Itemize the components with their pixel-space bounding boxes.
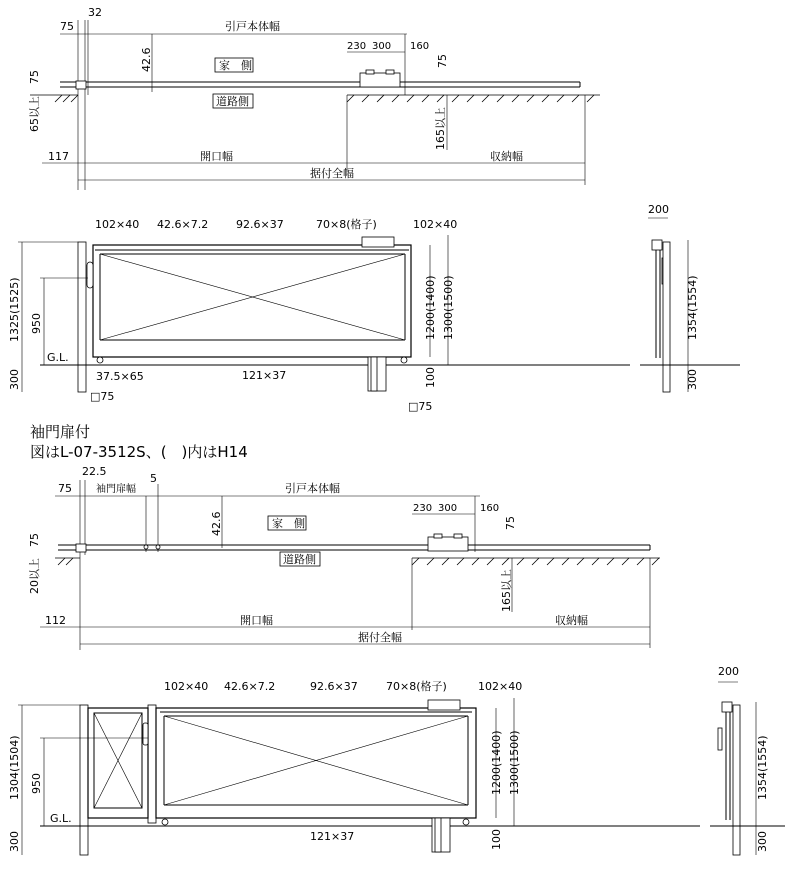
side-width-200: 200 <box>648 203 669 216</box>
post-square: □75 <box>90 390 115 403</box>
elevation-view-1 <box>8 203 740 413</box>
install-total-width-label-2: 据付全幅 <box>358 631 402 644</box>
rail-size-2: 42.6×7.2 <box>224 680 276 693</box>
house-side-label-2: 家 側 <box>272 517 305 530</box>
post-square-2: □75 <box>408 400 433 413</box>
rail-size: 42.6×7.2 <box>157 218 209 231</box>
side-depth-300-b: 300 <box>756 831 769 852</box>
dim-75-left: 75 <box>28 70 41 84</box>
height-1300-b: 1300(1500) <box>508 730 521 795</box>
depth-300: 300 <box>8 369 21 390</box>
dim-42-6-b: 42.6 <box>210 511 223 536</box>
height-100: 100 <box>424 367 437 388</box>
house-side-label: 家 側 <box>219 59 252 72</box>
dim-300: 300 <box>372 41 392 52</box>
dim-160-b: 160 <box>480 503 500 514</box>
dim-75-left-b: 75 <box>28 533 41 547</box>
storage-width-label: 収納幅 <box>490 150 523 163</box>
side-height-b: 1354(1554) <box>756 735 769 800</box>
dim-65-min: 65以上 <box>28 96 41 132</box>
gl-label: G.L. <box>47 351 69 364</box>
elevation-view-2 <box>8 665 785 855</box>
dim-22-5: 22.5 <box>82 465 107 478</box>
side-depth-300: 300 <box>686 369 699 390</box>
lattice-size: 70×8(格子) <box>316 218 377 231</box>
dim-230-b: 230 <box>413 503 433 514</box>
height-950-b: 950 <box>30 773 43 794</box>
road-side-label: 道路側 <box>216 95 249 108</box>
dim-117: 117 <box>48 150 69 163</box>
height-100-b: 100 <box>490 829 503 850</box>
dim-5: 5 <box>150 472 157 485</box>
plan-view-2 <box>27 465 660 650</box>
height-1325: 1325(1525) <box>8 277 21 342</box>
dim-165-min: 165以上 <box>434 107 447 150</box>
plan-view-1 <box>27 6 600 190</box>
height-950: 950 <box>30 313 43 334</box>
side-gate-width-label: 袖門扉幅 <box>96 484 136 495</box>
dim-75-right: 75 <box>436 54 449 68</box>
post-size-2: 102×40 <box>164 680 209 693</box>
height-1304: 1304(1504) <box>8 735 21 800</box>
dim-75: 75 <box>60 20 74 33</box>
wheel-size: 37.5×65 <box>96 370 144 383</box>
side-height: 1354(1554) <box>686 275 699 340</box>
dim-160: 160 <box>410 41 430 52</box>
side-width-200-b: 200 <box>718 665 739 678</box>
bottom-size: 121×37 <box>242 369 287 382</box>
install-total-width-label: 据付全幅 <box>310 167 354 180</box>
main-body-width-label: 引戸本体幅 <box>225 20 280 33</box>
road-side-label-2: 道路側 <box>283 553 316 566</box>
dim-42-6: 42.6 <box>140 47 153 72</box>
section-subtitle: 図はL-07-3512S、( )内はH14 <box>30 443 248 461</box>
storage-width-label-2: 収納幅 <box>555 614 588 627</box>
post2-size-2: 102×40 <box>478 680 523 693</box>
dim-112: 112 <box>45 614 66 627</box>
main-body-width-label-2: 引戸本体幅 <box>285 482 340 495</box>
gl-label-2: G.L. <box>50 812 72 825</box>
dim-75-right-b: 75 <box>504 516 517 530</box>
post2-size: 102×40 <box>413 218 458 231</box>
bottom-size-2: 121×37 <box>310 830 355 843</box>
dim-230: 230 <box>347 41 367 52</box>
dim-20-min: 20以上 <box>28 558 41 594</box>
dim-75: 75 <box>58 482 72 495</box>
section-title: 袖門扉付 <box>30 423 91 441</box>
dim-165-min-b: 165以上 <box>500 569 513 612</box>
height-1200-b: 1200(1400) <box>490 730 503 795</box>
opening-width-label: 開口幅 <box>200 150 233 163</box>
lattice-size-2: 70×8(格子) <box>386 680 447 693</box>
post-size: 102×40 <box>95 218 140 231</box>
frame-size: 92.6×37 <box>236 218 284 231</box>
dim-32: 32 <box>88 6 102 19</box>
height-1300: 1300(1500) <box>442 275 455 340</box>
frame-size-2: 92.6×37 <box>310 680 358 693</box>
opening-width-label-2: 開口幅 <box>240 614 273 627</box>
depth-300-b: 300 <box>8 831 21 852</box>
height-1200: 1200(1400) <box>424 275 437 340</box>
dim-300-b: 300 <box>438 503 458 514</box>
